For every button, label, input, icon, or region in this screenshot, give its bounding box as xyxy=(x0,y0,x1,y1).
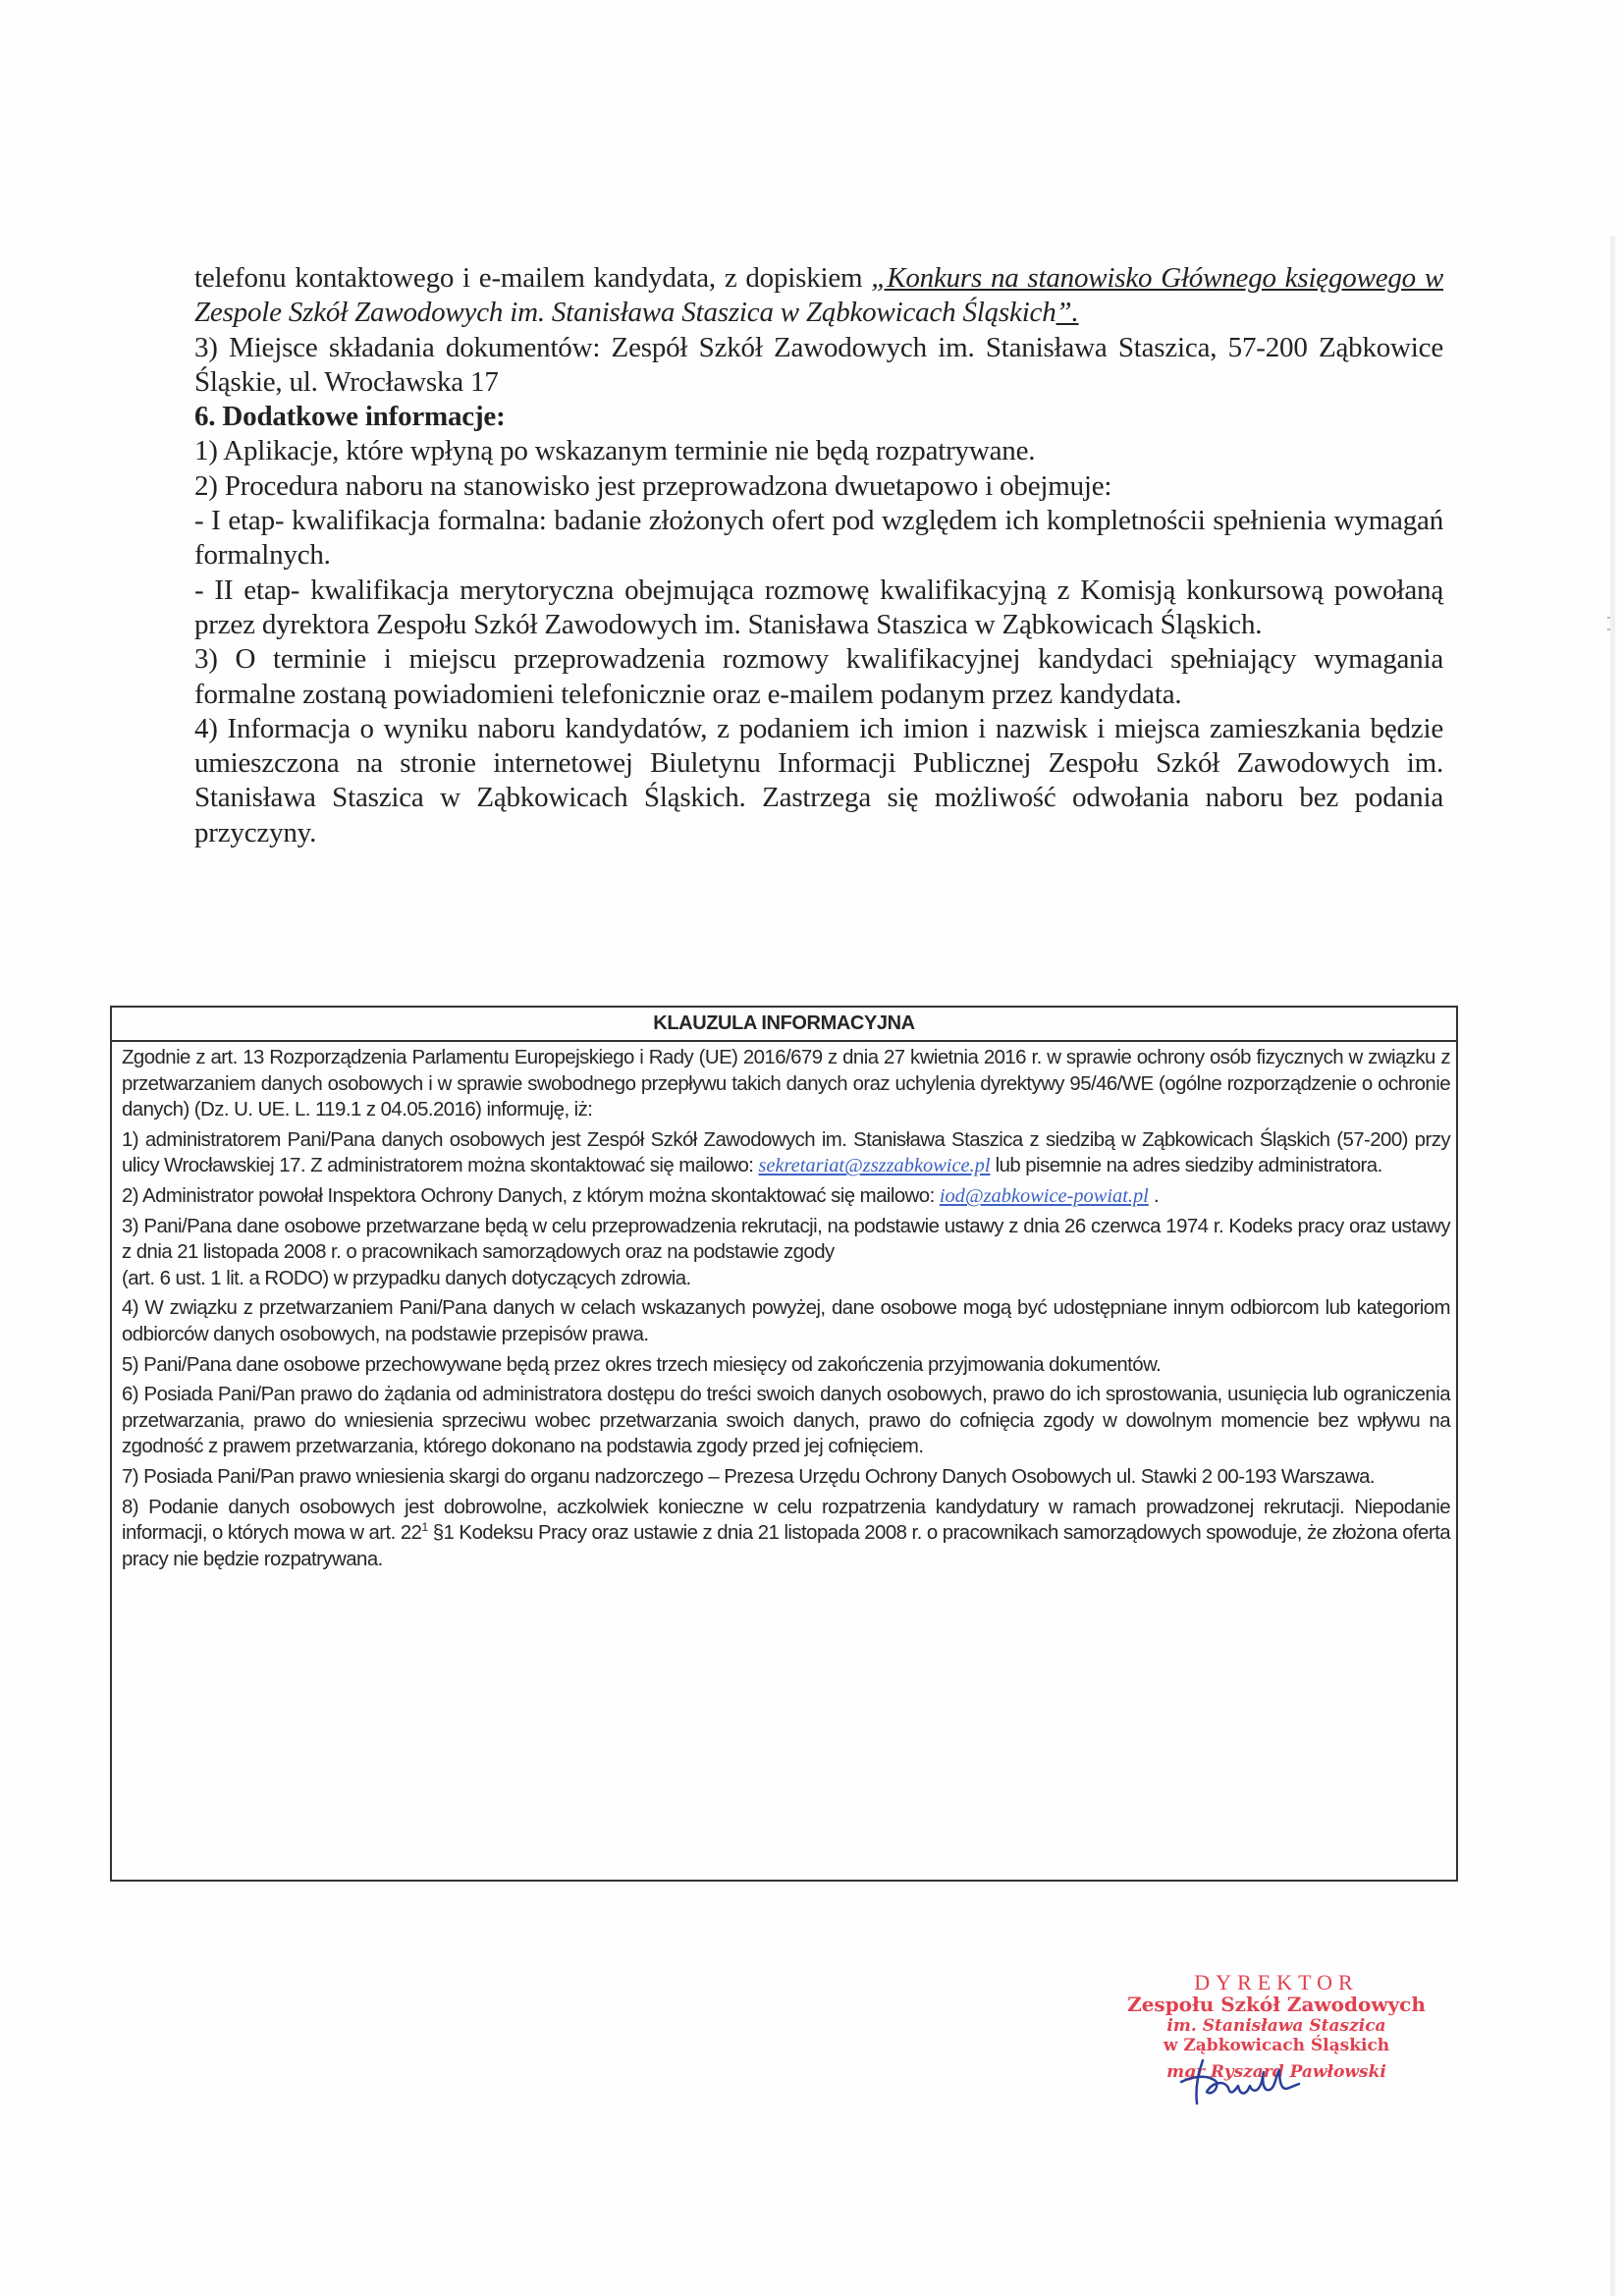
scan-edge-strip xyxy=(1610,236,1615,2296)
clause-item-6: 6) Posiada Pani/Pan prawo do żądania od administratora dostępu do treści swoich danych osobowych, prawo do ich sprostowania, usunięcia lub ograniczenia przetwarzania, prawo do wniesienia sprzeciwu wobec przetwarzania swoich danych, prawo do cofnięcia zgody w dowolnym momencie bez wpływu na zgodność z prawem przetwarzania, którego dokonano na podstawia zgody przed jej cofnięciem. xyxy=(122,1384,1450,1458)
application-note-paragraph: telefonu kontaktowego i e-mailem kandydata, z dopiskiem „Konkurs na stanowisko Głównego księgowego w Zespole Szkół Zawodowych im. Stanisława Staszica w Ząbkowicach Śląskich”. xyxy=(194,262,1443,329)
additional-info-item: - I etap- kwalifikacja formalna: badanie złożonych ofert pod względem ich kompletnościi spełnienia wymagań formalnych. xyxy=(194,505,1443,572)
scan-edge-mark xyxy=(1607,617,1610,630)
announcement-body xyxy=(194,261,1443,850)
stamp-school-name: Zespołu Szkół Zawodowych xyxy=(1127,1993,1426,2016)
secretariat-email-link[interactable]: sekretariat@zszzabkowice.pl xyxy=(758,1155,991,1177)
contest-title-underlined: „Konkurs na stanowisko Głównego księgowego w xyxy=(871,262,1443,294)
clause-item-2: 2) Administrator powołał Inspektora Ochrony Danych, z którym można skontaktować się mailowo: iod@zabkowice-powiat.pl . xyxy=(122,1184,1160,1207)
handwritten-signature-icon xyxy=(1173,2052,1330,2111)
additional-info-item: 2) Procedura naboru na stanowisko jest przeprowadzona dwuetapowo i obejmuje: xyxy=(194,469,1112,502)
submission-place-paragraph: 3) Miejsce składania dokumentów: Zespół Szkół Zawodowych im. Stanisława Staszica, 57-200 Ząbkowice Śląskie, ul. Wrocławska 17 xyxy=(194,331,1443,398)
clause-title: KLAUZULA INFORMACYJNA xyxy=(112,1008,1456,1042)
clause-item-5: 5) Pani/Pana dane osobowe przechowywane będą przez okres trzech miesięcy od zakończenia przyjmowania dokumentów. xyxy=(122,1353,1162,1376)
clause-item-4: 4) W związku z przetwarzaniem Pani/Pana danych w celach wskazanych powyżej, dane osobowe mogą być udostępniane innym odbiorcom lub kategoriom odbiorców danych osobowych, na podstawie przepisów prawa. xyxy=(122,1297,1450,1345)
stamp-title: DYREKTOR xyxy=(1194,1970,1359,1995)
additional-info-item: 1) Aplikacje, które wpłyną po wskazanym terminie nie będą rozpatrywane. xyxy=(194,435,1036,467)
stamp-location: w Ząbkowicach Śląskich xyxy=(1163,2036,1390,2055)
clause-item-7: 7) Posiada Pani/Pan prawo wniesienia skargi do organu nadzorczego – Prezesa Urzędu Ochrony Danych Osobowych ul. Stawki 2 00-193 Warszawa. xyxy=(122,1465,1376,1488)
additional-info-item: 3) O terminie i miejscu przeprowadzenia rozmowy kwalifikacyjnej kandydaci spełniający wymagania formalne zostaną powiadomieni telefonicznie oraz e-mailem podanym przez kandydata. xyxy=(194,643,1443,710)
clause-item-8: 8) Podanie danych osobowych jest dobrowolne, aczkolwiek konieczne w celu rozpatrzenia kandydatury w ramach prowadzonej rekrutacji. Niepodanie informacji, o których mowa w art. $22^1$ §1 Kodeksu Pracy oraz ustawie z dnia 21 listopada 2008 r. o pracownikach samorządowych spowoduje, że złożona oferta pracy nie będzie rozpatrywana. xyxy=(122,1496,1450,1570)
iod-email-link[interactable]: iod@zabkowice-powiat.pl xyxy=(939,1184,1149,1207)
stamp-director-name: mgr Ryszard Pawłowski xyxy=(1166,2062,1386,2082)
clause-item-3: 3) Pani/Pana dane osobowe przetwarzane będą w celu przeprowadzenia rekrutacji, na podstawie ustawy z dnia 26 czerwca 1974 r. Kodeks pracy oraz ustawy z dnia 21 listopada 2008 r. o pracownikach samorządowych oraz na podstawie zgody xyxy=(122,1215,1450,1264)
clause-content xyxy=(112,1042,1456,1572)
additional-info-item: 4) Informacja o wyniku naboru kandydatów, z podaniem ich imion i nazwisk i miejsca zamieszkania będzie umieszczona na stronie internetowej Biuletynu Informacji Publicznej Zespołu Szkół Zawodowych im. Stanisława Staszica w Ząbkowicach Śląskich. Zastrzega się możliwość odwołania naboru bez podania przyczyny. xyxy=(194,712,1443,848)
stamp-patron: im. Stanisława Staszica xyxy=(1166,2016,1386,2036)
contest-title-school: Zespole Szkół Zawodowych im. Stanisława Staszica w Ząbkowicach Śląskich xyxy=(194,297,1056,329)
clause-item-1: 1) administratorem Pani/Pana danych osobowych jest Zespół Szkół Zawodowych im. Stanisława Staszica z siedzibą w Ząbkowicach Śląskich (57-200) przy ulicy Wrocławskiej 17. Z administratorem można skontaktować się mailowo: sekretariat@zszzabkowice.pl lub pisemnie na adres siedziby administratora. xyxy=(122,1128,1450,1177)
information-clause-box xyxy=(110,1006,1458,1882)
additional-info-item: - II etap- kwalifikacja merytoryczna obejmująca rozmowę kwalifikacyjną z Komisją konkursową powołaną przez dyrektora Zespołu Szkół Zawodowych im. Stanisława Staszica w Ząbkowicach Śląskich. xyxy=(194,574,1443,640)
clause-item-3-continued: (art. 6 ust. 1 lit. a RODO) w przypadku danych dotyczących zdrowia. xyxy=(122,1267,691,1289)
clause-intro: Zgodnie z art. 13 Rozporządzenia Parlamentu Europejskiego i Rady (UE) 2016/679 z dnia 27 kwietnia 2016 r. w sprawie ochrony osób fizycznych w związku z przetwarzaniem danych osobowych i w sprawie swobodnego przepływu takich danych oraz uchylenia dyrektywy 95/46/WE (ogólne rozporządzenie o ochronie danych) (Dz. U. UE. L. 119.1 z 04.05.2016) informuję, iż: xyxy=(122,1047,1450,1121)
section-6-heading: 6. Dodatkowe informacje: xyxy=(194,401,506,433)
